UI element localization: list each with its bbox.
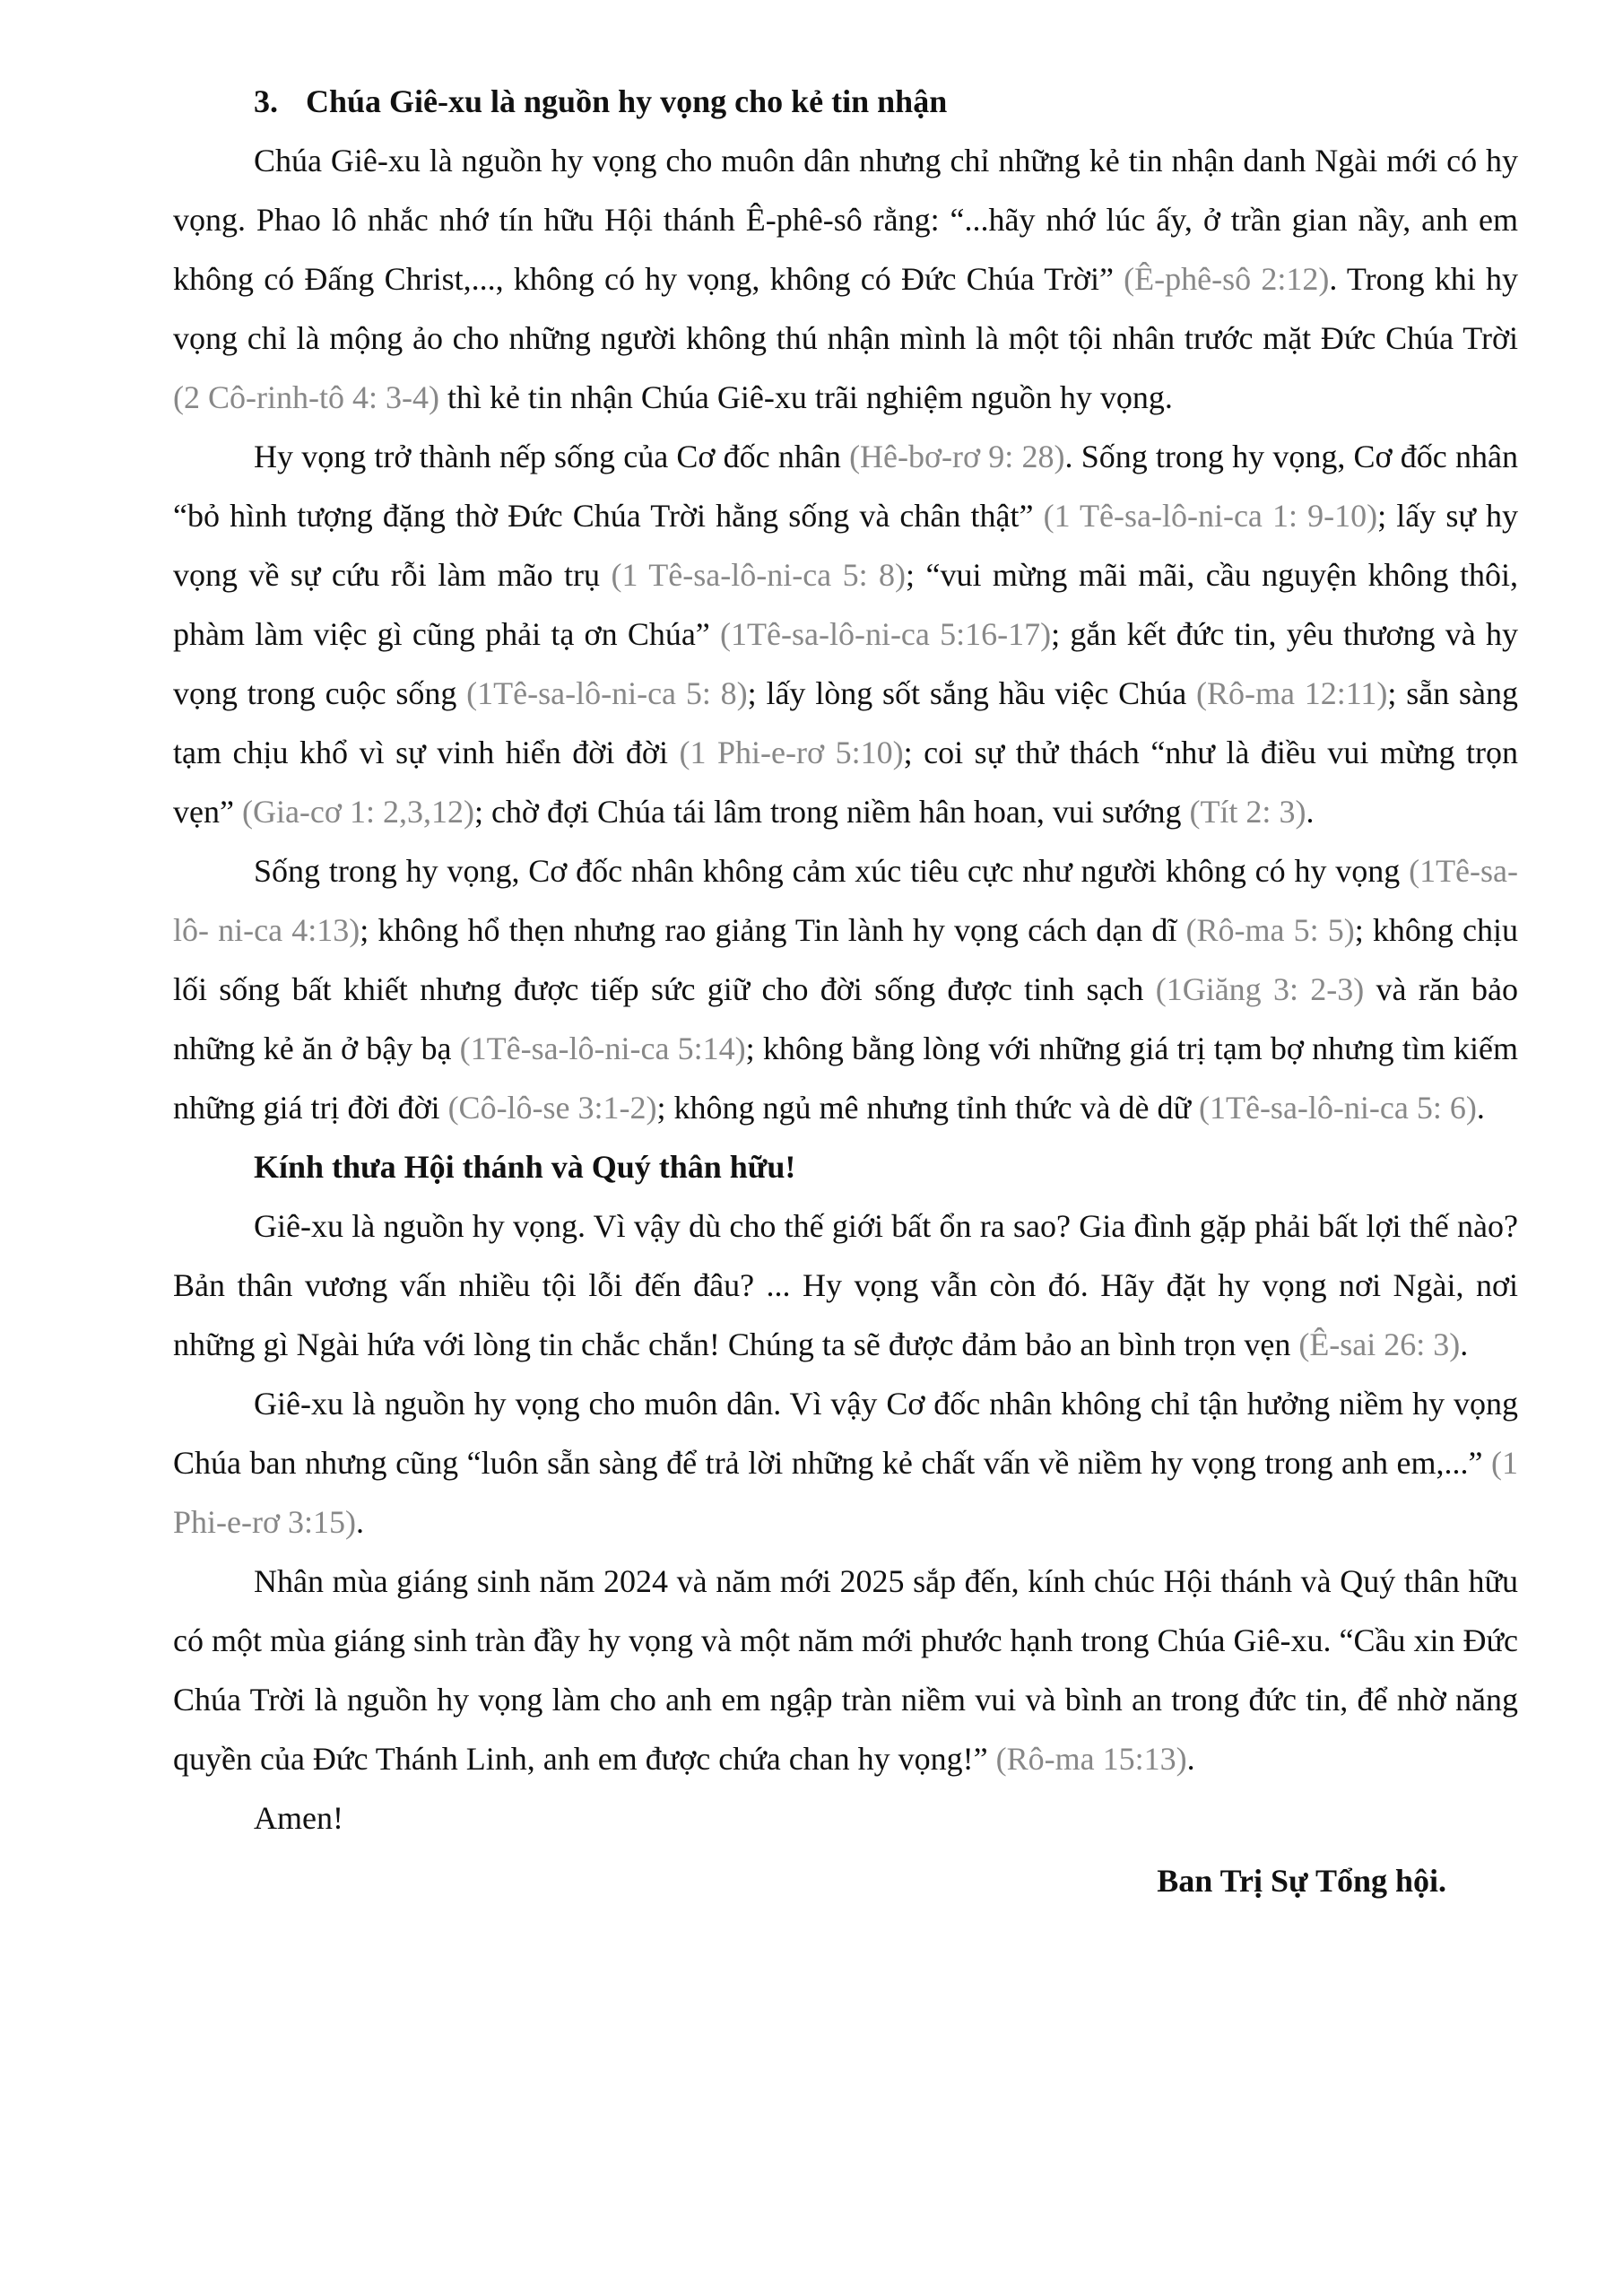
scripture-reference: (Cô-lô-se 3:1-2) — [447, 1090, 657, 1126]
scripture-reference: (1 Tê-sa-lô-ni-ca 5: 8) — [611, 557, 907, 593]
paragraph-text: ; không bằng lòng với những giá trị tạm bợ nhưng tìm kiếm những giá trị đời đời — [173, 1031, 1518, 1126]
scripture-reference: (1Tê-sa-lô-ni-ca 5: 8) — [466, 675, 748, 711]
scripture-reference: (Rô-ma 15:13) — [995, 1741, 1187, 1777]
scripture-reference: (1 Phi-e-rơ 3:15) — [173, 1445, 1518, 1540]
scripture-reference: (1Giăng 3: 2-3) — [1155, 971, 1365, 1007]
paragraph-text: . — [1476, 1090, 1485, 1126]
section-number: 3. — [254, 83, 278, 119]
scripture-reference: (1Tê-sa-lô-ni-ca 5:16-17) — [720, 616, 1052, 652]
scripture-reference: (Rô-ma 12:11) — [1195, 675, 1388, 711]
paragraph-text: Hy vọng trở thành nếp sống của Cơ đốc nhân — [254, 439, 850, 474]
paragraph-text: ; lấy sự hy vọng về sự cứu rỗi làm mão trụ — [173, 498, 1519, 593]
signature: Ban Trị Sự Tổng hội. — [1157, 1863, 1446, 1899]
paragraph-text: ; không ngủ mê nhưng tỉnh thức và dè dữ — [656, 1090, 1199, 1126]
paragraph-text: Giê-xu là nguồn hy vọng cho muôn dân. Vì vậy Cơ đốc nhân không chỉ tận hưởng niềm hy vọng Chúa ban nhưng cũng “luôn sẵn sàng để trả lời những kẻ chất vấn về niềm hy vọng trong anh em,...” — [173, 1386, 1518, 1481]
scripture-reference: (1Tê-sa-lô- ni-ca 4:13) — [173, 853, 1518, 948]
paragraph — [173, 1374, 1518, 1552]
scripture-reference: (Tít 2: 3) — [1189, 794, 1306, 830]
body-paragraphs — [173, 131, 1518, 1137]
paragraph — [173, 1788, 1518, 1848]
paragraph-text: Sống trong hy vọng, Cơ đốc nhân không cảm xúc tiêu cực như người không có hy vọng — [254, 853, 1410, 889]
closing-paragraphs — [173, 1196, 1518, 1848]
scripture-reference: (1Tê-sa-lô-ni-ca 5:14) — [459, 1031, 746, 1066]
paragraph-text: Giê-xu là nguồn hy vọng. Vì vậy dù cho thế giới bất ổn ra sao? Gia đình gặp phải bất lợi thế nào? Bản thân vương vấn nhiều tội lỗi đến đâu? ... Hy vọng vẫn còn đó. Hãy đặt hy vọng nơi Ngài, nơi những gì Ngài hứa với lòng tin chắc chắn! Chúng ta sẽ được đảm bảo an bình trọn vẹn — [173, 1208, 1518, 1362]
paragraph-text: . — [1306, 794, 1315, 830]
paragraph-text: ; “vui mừng mãi mãi, cầu nguyện không thôi, phàm làm việc gì cũng phải tạ ơn Chúa” — [173, 557, 1519, 652]
paragraph-text: Nhân mùa giáng sinh năm 2024 và năm mới 2025 sắp đến, kính chúc Hội thánh và Quý thân hữu có một mùa giáng sinh tràn đầy hy vọng và một năm mới phước hạnh trong Chúa Giê-xu. “Cầu xin Đức Chúa Trời là nguồn hy vọng làm cho anh em ngập tràn niềm vui và bình an trong đức tin, để nhờ năng quyền của Đức Thánh Linh, anh em được chứa chan hy vọng!” — [173, 1563, 1518, 1777]
paragraph-text: và răn bảo những kẻ ăn ở bậy bạ — [173, 971, 1518, 1066]
paragraph — [173, 427, 1518, 841]
scripture-reference: (1 Tê-sa-lô-ni-ca 1: 9-10) — [1043, 498, 1378, 534]
paragraph-text: ; coi sự thử thách “như là điều vui mừng trọn vẹn” — [173, 735, 1519, 830]
paragraph — [173, 131, 1518, 427]
paragraph — [173, 1552, 1518, 1788]
paragraph — [173, 841, 1518, 1137]
paragraph-text: ; không chịu lối sống bất khiết nhưng được tiếp sức giữ cho đời sống được tinh sạch — [173, 912, 1518, 1007]
paragraph-text: Amen! — [254, 1800, 343, 1836]
scripture-reference: (1 Phi-e-rơ 5:10) — [679, 735, 904, 770]
greeting: Kính thưa Hội thánh và Quý thân hữu! — [254, 1149, 796, 1185]
document-page — [173, 72, 1518, 1910]
paragraph-text: . Trong khi hy vọng chỉ là mộng ảo cho những người không thú nhận mình là một tội nhân trước mặt Đức Chúa Trời — [173, 261, 1518, 356]
section-title: Chúa Giê-xu là nguồn hy vọng cho kẻ tin nhận — [306, 83, 948, 119]
scripture-reference: (Ê-sai 26: 3) — [1298, 1326, 1461, 1362]
scripture-reference: (Rô-ma 5: 5) — [1185, 912, 1355, 948]
paragraph-text: ; gắn kết đức tin, yêu thương và hy vọng trong cuộc sống — [173, 616, 1518, 711]
paragraph-text: . — [356, 1504, 364, 1540]
paragraph-text: thì kẻ tin nhận Chúa Giê-xu trãi nghiệm nguồn hy vọng. — [438, 379, 1173, 415]
scripture-reference: (Gia-cơ 1: 2,3,12) — [241, 794, 474, 830]
paragraph-text: ; không hổ thẹn nhưng rao giảng Tin lành hy vọng cách dạn dĩ — [360, 912, 1186, 948]
scripture-reference: (Ê-phê-sô 2:12) — [1124, 261, 1330, 297]
section-heading — [254, 72, 1518, 131]
paragraph-text: . — [1460, 1326, 1469, 1362]
paragraph-text: Chúa Giê-xu là nguồn hy vọng cho muôn dân nhưng chỉ những kẻ tin nhận danh Ngài mới có hy vọng. Phao lô nhắc nhớ tín hữu Hội thánh Ê-phê-sô rằng: “...hãy nhớ lúc ấy, ở trần gian nầy, anh em không có Đấng Christ,..., không có hy vọng, không có Đức Chúa Trời” — [173, 143, 1518, 297]
paragraph-text: ; sẵn sàng tạm chịu khổ vì sự vinh hiển đời đời — [173, 675, 1519, 770]
paragraph-text: . — [1186, 1741, 1195, 1777]
paragraph-text: ; lấy lòng sốt sắng hầu việc Chúa — [747, 675, 1196, 711]
scripture-reference: (Hê-bơ-rơ 9: 28) — [849, 439, 1065, 474]
paragraph — [173, 1196, 1518, 1374]
scripture-reference: (2 Cô-rinh-tô 4: 3-4) — [173, 379, 439, 415]
paragraph-text: ; chờ đợi Chúa tái lâm trong niềm hân hoan, vui sướng — [473, 794, 1190, 830]
scripture-reference: (1Tê-sa-lô-ni-ca 5: 6) — [1198, 1090, 1477, 1126]
paragraph-text: . Sống trong hy vọng, Cơ đốc nhân “bỏ hình tượng đặng thờ Đức Chúa Trời hằng sống và chân thật” — [173, 439, 1518, 534]
